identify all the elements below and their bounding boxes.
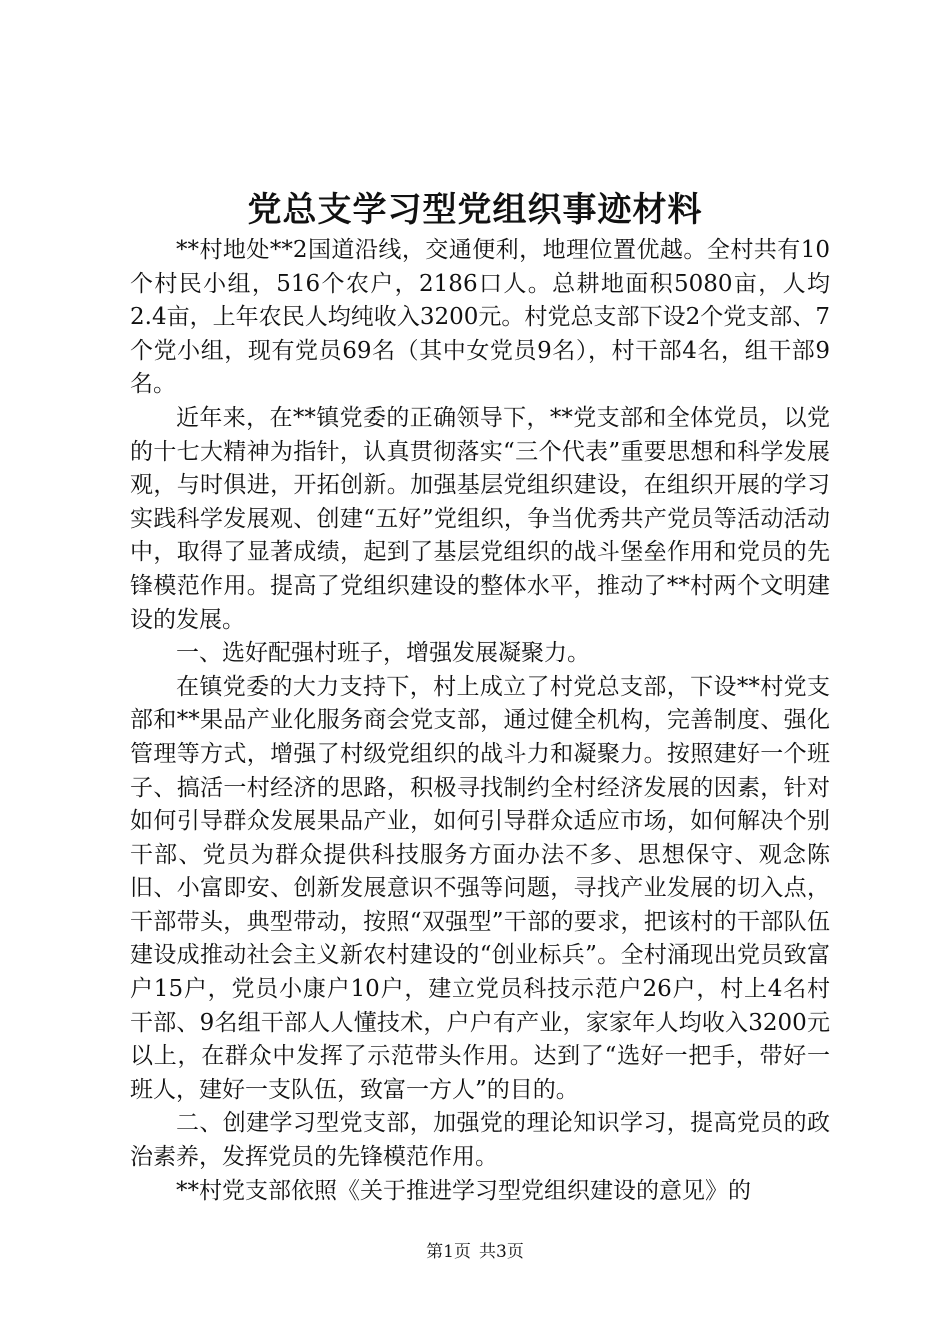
paragraph-section-1: 在镇党委的大力支持下，村上成立了村党总支部，下设**村党支部和**果品产业化服务商会党支部，通过健全机构，完善制度、强化管理等方式，增强了村级党组织的战斗力和凝聚力。按照建好一个班子、搞活一村经济的思路，积极寻找制约全村经济发展的因素，针对如何引导群众发展果品产业，如何引导群众适应市场，如何解决个别干部、党员为群众提供科技服务方面办法不多、思想保守、观念陈旧、小富即安、创新发展意识不强等问题，寻找产业发展的切入点，干部带头，典型带动，按照“双强型”干部的要求，把该村的干部队伍建设成推动社会主义新农村建设的“创业标兵”。全村涌现出党员致富户15户，党员小康户10户，建立党员科技示范户26户，村上4名村干部、9名组干部人人懂技术，户户有产业，家家年人均收入3200元以上，在群众中发挥了示范带头作用。达到了“选好一把手，带好一班人，建好一支队伍，致富一方人”的目的。 [130, 673, 830, 1103]
document-title: 党总支学习型党组织事迹材料 [247, 190, 703, 230]
section-heading-1: 一、选好配强村班子，增强发展凝聚力。 [176, 640, 590, 667]
paragraph-village-overview: **村地处**2国道沿线，交通便利，地理位置优越。全村共有10个村民小组，516个农户，2186口人。总耕地面积5080亩，人均2.4亩，上年农民人均纯收入3200元。村党总支部下设2个党支部、7个党小组，现有党员69名（其中女党员9名），村干部4名，组干部9名。 [130, 237, 830, 398]
document-body [130, 234, 830, 1208]
section-heading-2: 二、创建学习型党支部，加强党的理论知识学习，提高党员的政治素养，发挥党员的先锋模范作用。 [130, 1110, 830, 1171]
paragraph-section-2: **村党支部依照《关于推进学习型党组织建设的意见》的 [176, 1177, 751, 1204]
page-number: 第1页 [426, 1242, 471, 1262]
page-footer [0, 1240, 950, 1264]
page-total: 共3页 [479, 1242, 524, 1262]
paragraph-recent-achievements: 近年来，在**镇党委的正确领导下，**党支部和全体党员，以党的十七大精神为指针，认真贯彻落实“三个代表”重要思想和科学发展观，与时俱进，开拓创新。加强基层党组织建设，在组织开展的学习实践科学发展观、创建“五好”党组织，争当优秀共产党员等活动活动中，取得了显著成绩，起到了基层党组织的战斗堡垒作用和党员的先锋模范作用。提高了党组织建设的整体水平，推动了**村两个文明建设的发展。 [130, 404, 830, 633]
